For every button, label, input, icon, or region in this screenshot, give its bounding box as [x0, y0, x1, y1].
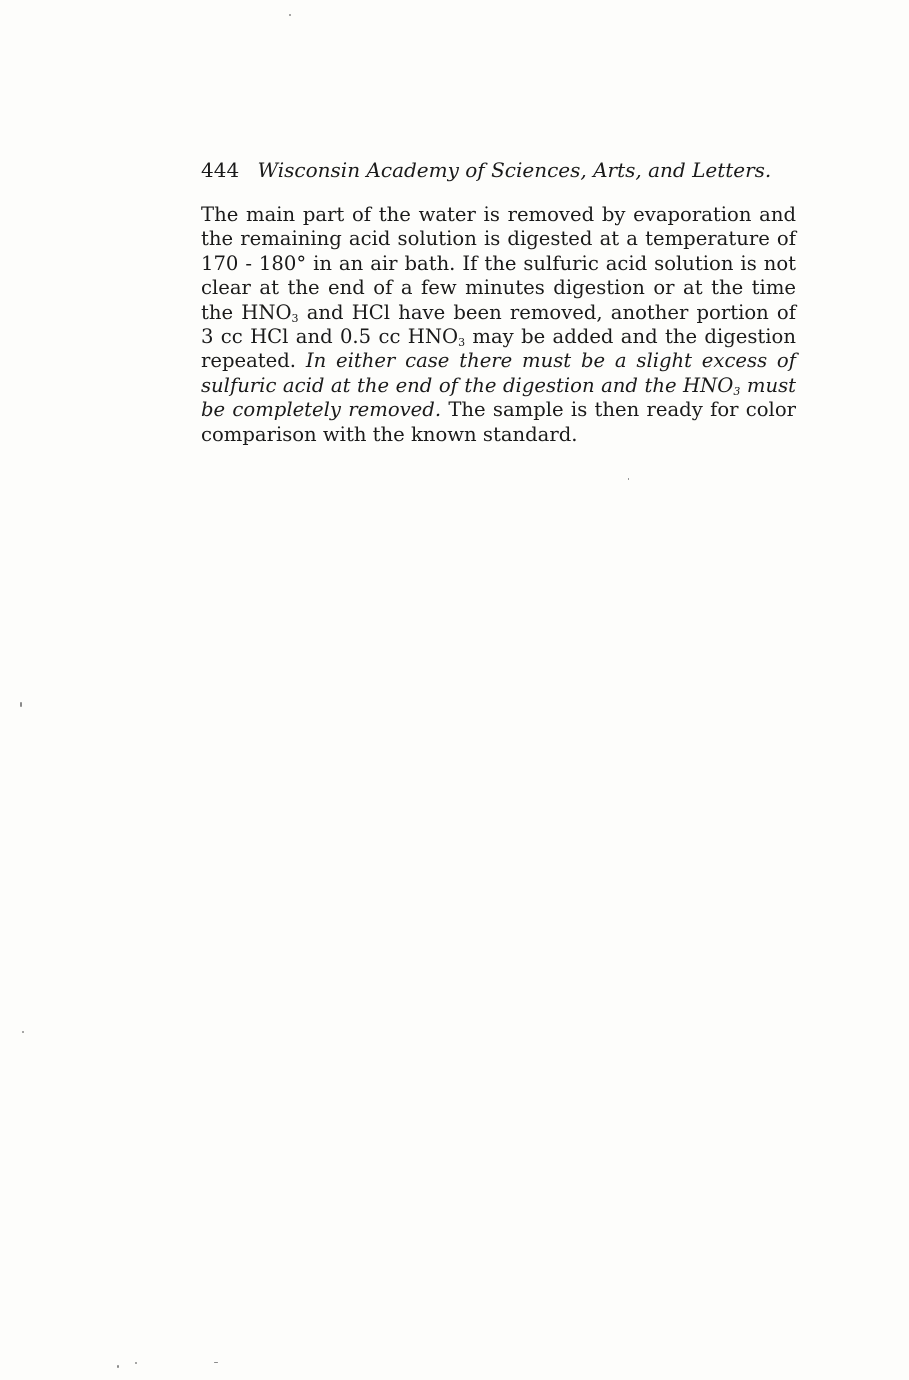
- emphasis-text: must be completely removed.: [201, 373, 797, 422]
- journal-title: Wisconsin Academy of Sciences, Arts, and Letters.: [257, 158, 772, 182]
- page-number: 444: [201, 158, 240, 182]
- scan-speck: [135, 1362, 137, 1364]
- scan-speck: [214, 1362, 218, 1363]
- scan-speck: [289, 14, 291, 16]
- paragraph-text: may be added and the digestion repeated.: [201, 325, 796, 373]
- scan-speck: [117, 1365, 119, 1368]
- subscript: 3: [458, 336, 466, 350]
- running-head: [201, 156, 772, 184]
- scan-speck: [628, 478, 629, 480]
- paragraph-text: The main part of the water is removed by evaporation and the remaining acid solution is digested at a temperature of 170 - 180° in an air bath. If the sulfuric acid solution is not clear at the end of a few minutes digestion or at the time the HNO: [201, 203, 796, 324]
- scan-speck: [20, 702, 22, 707]
- subscript-italic: 3: [733, 384, 741, 398]
- paragraph-text: The sample is then ready for color comparison with the known standard.: [201, 398, 796, 446]
- subscript: 3: [291, 311, 299, 325]
- emphasis-text: In either case there must be a slight excess of sulfuric acid at the end of the digestion and the HNO: [201, 349, 796, 397]
- body-paragraph: [201, 203, 796, 447]
- scan-speck: [22, 1031, 24, 1033]
- paragraph-text: and HCl have been removed, another portion of 3 cc HCl and 0.5 cc HNO: [201, 300, 796, 349]
